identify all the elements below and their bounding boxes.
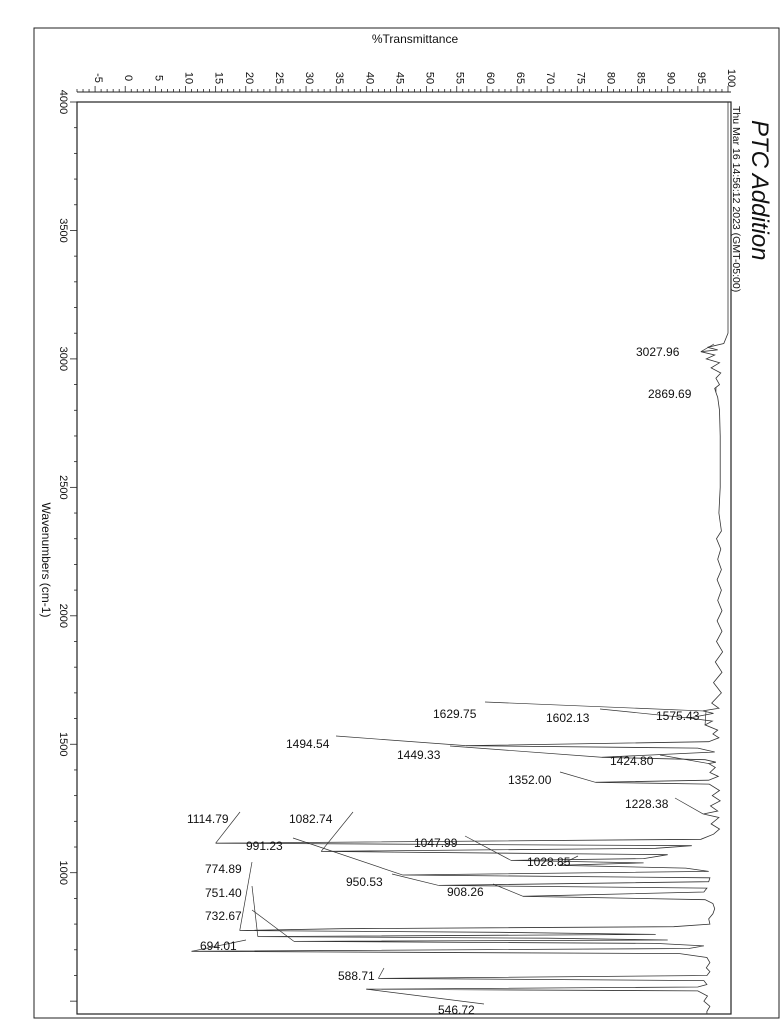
timestamp: Thu Mar 16 14:56:12 2023 (GMT-05:00) [730,106,742,293]
page-frame [34,28,779,1018]
peak-label: 991.23 [246,839,283,853]
peak-leader-line [378,968,384,978]
peak-label: 1352.00 [508,773,552,787]
transmittance-tick-label: 70 [544,71,557,85]
peak-label: 2869.69 [648,387,692,401]
peak-label: 751.40 [205,886,242,900]
peak-label: 546.72 [438,1003,475,1017]
wavenumber-tick-label: 3000 [57,346,69,372]
transmittance-tick-label: 20 [242,71,255,85]
peak-leader-line [560,772,595,782]
peak-label: 588.71 [338,969,375,983]
transmittance-tick-label: 100 [724,68,737,88]
peak-label: 1575.43 [656,709,700,723]
peak-label: 3027.96 [636,345,680,359]
peak-leader-line [392,874,439,885]
peak-label: 1114.79 [187,812,229,826]
wavenumber-tick-label: 1500 [57,732,69,757]
wavenumber-axis-label: Wavenumbers (cm-1) [39,502,53,618]
peak-label: 1082.74 [289,812,333,826]
transmittance-tick-label: 85 [634,71,647,85]
transmittance-tick-label: 95 [694,71,707,85]
handwritten-annotation: PTC Addition [746,120,773,261]
transmittance-tick-label: 75 [574,71,587,85]
peak-label: 908.26 [447,885,484,899]
wavenumber-tick-label: 2500 [57,475,69,500]
peak-label: 1028.85 [527,855,571,869]
peak-label: 774.89 [205,862,242,876]
wavenumber-tick-label: 1000 [57,860,69,885]
spectrum-trace [192,102,729,1014]
transmittance-tick-label: 50 [423,71,436,85]
wavenumber-tick-label: 4000 [57,89,69,115]
transmittance-tick-label: 40 [363,71,376,85]
peak-label: 732.67 [205,909,242,923]
transmittance-tick-label: 0 [122,74,135,82]
transmittance-tick-label: 65 [514,71,527,85]
peak-label: 950.53 [346,875,383,889]
transmittance-tick-label: 30 [303,71,316,85]
wavenumber-tick-label: 3500 [57,218,69,243]
transmittance-tick-label: 60 [483,71,496,85]
peak-leader-line [705,711,706,725]
transmittance-axis [77,69,737,92]
peak-label: 694.01 [200,939,237,953]
peak-leader-line [336,736,466,746]
transmittance-tick-label: 45 [393,71,406,85]
chart-title: %Transmittance [371,32,459,46]
wavenumber-axis [57,90,77,1001]
transmittance-tick-label: 10 [182,71,195,85]
transmittance-tick-label: 35 [333,71,346,85]
peak-leader-line [450,746,601,757]
transmittance-tick-label: -5 [92,73,105,83]
peak-label: 1494.54 [286,737,330,751]
peak-label: 1047.99 [414,836,458,850]
peak-label: 1629.75 [433,707,477,721]
peak-leader-line [366,989,484,1004]
transmittance-tick-label: 25 [272,71,285,85]
transmittance-tick-label: 55 [453,71,466,85]
peak-leader-line [675,798,703,814]
peak-leader-line [465,836,511,860]
transmittance-tick-label: 15 [212,71,225,85]
peak-label: 1449.33 [397,748,441,762]
peak-leader-line [252,886,258,937]
peak-label: 1228.38 [625,797,669,811]
transmittance-tick-label: 5 [152,74,165,82]
transmittance-tick-label: 90 [664,71,677,85]
peak-label: 1602.13 [546,711,590,725]
transmittance-tick-label: 80 [604,71,617,85]
wavenumber-tick-label: 2000 [57,603,69,629]
peak-labels [187,344,716,1017]
peak-label: 1424.80 [610,754,654,768]
